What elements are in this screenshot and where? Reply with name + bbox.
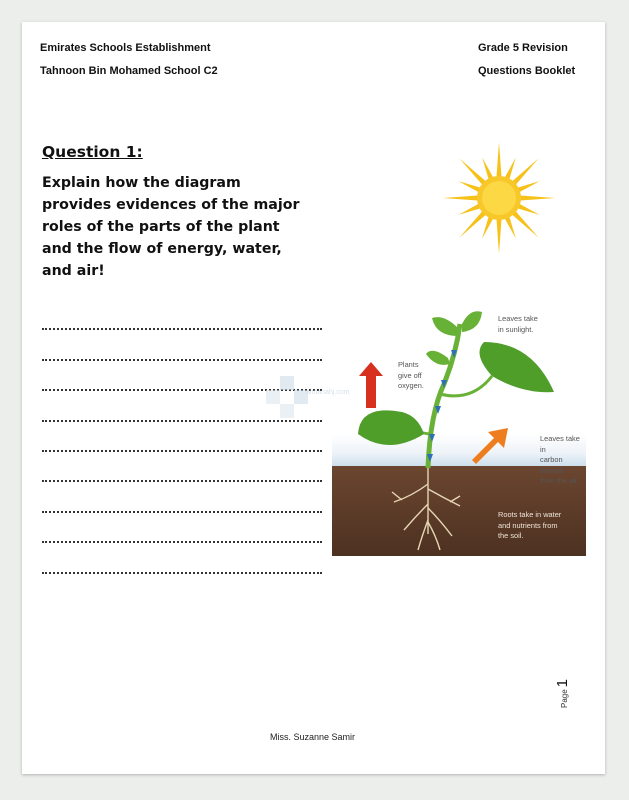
leaf-right	[480, 342, 555, 392]
page-number: Page 1	[554, 678, 571, 708]
watermark-site: almanahj.com	[306, 389, 350, 396]
answer-line[interactable]	[42, 519, 322, 549]
answer-line[interactable]	[42, 306, 322, 336]
plant-diagram	[332, 284, 586, 556]
sun-ray	[496, 218, 501, 254]
answer-line[interactable]	[42, 336, 322, 366]
label-roots-water: Roots take in water and nutrients from the soil.	[498, 510, 562, 540]
sun-ray	[496, 142, 501, 178]
answer-lines	[42, 306, 322, 580]
sun-ray	[459, 158, 486, 185]
label-plants-oxygen: Plants give off oxygen.	[398, 360, 424, 390]
answer-line[interactable]	[42, 428, 322, 458]
answer-line[interactable]	[42, 458, 322, 488]
header-org: Emirates Schools Establishment	[40, 42, 211, 54]
footer-author: Miss. Suzanne Samir	[270, 732, 356, 742]
sun-ray	[443, 195, 479, 200]
answer-line[interactable]	[42, 488, 322, 518]
header-school: Tahnoon Bin Mohamed School C2	[40, 65, 218, 77]
oxygen-arrow	[359, 362, 383, 408]
header-booklet: Questions Booklet	[478, 65, 576, 77]
worksheet-page	[22, 22, 605, 774]
sun-ray	[519, 195, 555, 200]
sun-ray	[511, 158, 538, 185]
header-grade: Grade 5 Revision	[478, 42, 568, 54]
label-carbon-dioxide: Leaves take in carbon dioxide from the air.	[540, 434, 580, 485]
sun-icon	[440, 139, 558, 257]
question-title: Question 1:	[42, 143, 143, 161]
question-text: Explain how the diagram provides evidences of the major roles of the parts of the plant and the flow of energy, water, and air!	[42, 175, 300, 279]
sun-ray	[459, 210, 486, 237]
answer-line[interactable]	[42, 549, 322, 579]
label-leaves-sunlight: Leaves take in sunlight.	[498, 314, 538, 334]
sun-ray	[511, 210, 538, 237]
